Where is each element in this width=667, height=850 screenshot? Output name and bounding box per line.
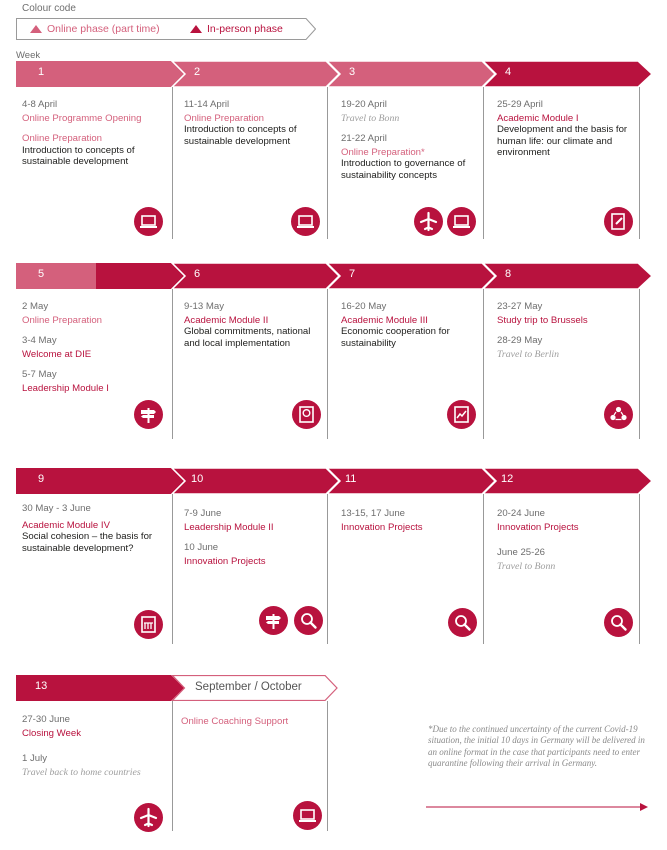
date: 7-9 June <box>184 508 222 519</box>
date: 30 May - 3 June <box>22 503 91 514</box>
week12-cell <box>497 508 637 572</box>
row2-banner <box>16 263 652 289</box>
sept-oct-label: September / October <box>195 681 302 693</box>
date: 16-20 May <box>341 301 387 312</box>
week-number: 9 <box>38 473 45 485</box>
divider <box>172 87 173 239</box>
week-number: 1 <box>38 66 45 78</box>
week4-cell <box>497 99 637 159</box>
book-globe-icon <box>292 400 321 429</box>
date: 10 June <box>184 542 219 554</box>
book-chart-icon <box>447 400 476 429</box>
divider <box>327 701 328 831</box>
date: 11-14 April <box>184 99 230 110</box>
week7-cell <box>341 301 481 349</box>
week-number: 8 <box>505 268 512 280</box>
divider <box>639 87 640 239</box>
session-title: Academic Module IV <box>22 519 110 531</box>
legend-inperson <box>190 23 283 35</box>
session-desc: Economic cooperation for sustainability <box>341 326 450 349</box>
session-desc: Introduction to concepts of sustainable development <box>184 124 297 147</box>
magnifier-icon <box>604 608 633 637</box>
session-title: Online Preparation <box>22 314 102 326</box>
week-number: 3 <box>349 66 356 78</box>
week-number: 12 <box>501 473 514 485</box>
session-desc: Global commitments, national and local implementation <box>184 326 311 349</box>
week2-cell <box>184 99 324 147</box>
date: 4-8 April <box>22 99 58 110</box>
legend-inperson-label: In-person phase <box>207 23 283 35</box>
week-number: 10 <box>191 473 204 485</box>
session-title: Online Preparation <box>22 133 102 145</box>
divider <box>172 494 173 644</box>
date: 23-27 May <box>497 301 543 312</box>
footnote-rule <box>426 803 648 811</box>
date: 9-13 May <box>184 301 224 312</box>
session-title: Innovation Projects <box>341 521 423 533</box>
session-title: Academic Module I <box>497 112 579 124</box>
legend-online <box>30 23 160 35</box>
book-pen-icon <box>604 207 633 236</box>
divider <box>327 87 328 239</box>
date: 27-30 June <box>22 714 71 725</box>
date: 13-15, 17 June <box>341 508 406 519</box>
laptop-icon <box>291 207 320 236</box>
week10-cell <box>184 508 324 567</box>
divider <box>483 87 484 239</box>
session-title: Leadership Module II <box>184 521 274 533</box>
week3-cell <box>341 99 481 182</box>
divider <box>483 289 484 439</box>
session-desc: Introduction to governance of sustainability concepts <box>341 158 466 181</box>
date: 21-22 April <box>341 133 387 145</box>
signpost-icon <box>134 400 163 429</box>
row3-banner <box>16 468 652 494</box>
week-number: 6 <box>194 268 201 280</box>
week13-cell <box>22 714 167 778</box>
session-desc: Introduction to concepts of sustainable development <box>22 144 135 168</box>
people-network-icon <box>604 400 633 429</box>
online-triangle-icon <box>30 25 42 33</box>
week11-cell <box>341 508 481 533</box>
date: 19-20 April <box>341 99 387 110</box>
session-title: Welcome at DIE <box>22 348 92 360</box>
session-desc: Development and the basis for human life: our climate and environment <box>497 124 628 159</box>
sept-oct-cell <box>181 716 321 728</box>
week-number: 2 <box>194 66 201 78</box>
session-title: Academic Module III <box>341 314 428 326</box>
travel-note: Travel back to home countries <box>22 766 141 778</box>
book-icon <box>134 610 163 639</box>
week-number: 11 <box>345 473 357 485</box>
magnifier-icon <box>448 608 477 637</box>
airplane-icon <box>414 207 443 236</box>
date: 28-29 May <box>497 335 543 347</box>
travel-note: Travel to Bonn <box>497 560 556 572</box>
row1-banner <box>16 61 652 87</box>
session-desc: Social cohesion – the basis for sustainable development? <box>22 531 153 554</box>
date: 2 May <box>22 301 49 312</box>
week-number: 4 <box>505 66 512 78</box>
session-title: Online Preparation <box>184 112 264 124</box>
divider <box>327 289 328 439</box>
week9-cell <box>22 503 167 554</box>
week-number: 7 <box>349 268 356 280</box>
session-title: Innovation Projects <box>497 521 579 533</box>
date: June 25-26 <box>497 547 546 559</box>
footnote: *Due to the continued uncertainty of the current Covid-19 situation, the initial 10 days in Germany will be delivered in an online format in the case that participants need to enter quarantine following their arrival in Germany. <box>428 724 645 769</box>
laptop-icon <box>447 207 476 236</box>
inperson-triangle-icon <box>190 25 202 33</box>
session-title: Innovation Projects <box>184 555 266 567</box>
week6-cell <box>184 301 324 349</box>
session-title: Leadership Module I <box>22 382 109 394</box>
date: 25-29 April <box>497 99 543 110</box>
airplane-icon <box>134 803 163 832</box>
week-number: 5 <box>38 268 45 280</box>
week-label: Week <box>16 50 41 61</box>
travel-note: Travel to Berlin <box>497 348 560 360</box>
date: 20-24 June <box>497 508 546 519</box>
signpost-icon <box>259 606 288 635</box>
legend-title: Colour code <box>22 3 76 14</box>
divider <box>483 494 484 644</box>
travel-note: Travel to Bonn <box>341 112 400 124</box>
divider <box>327 494 328 644</box>
session-title: Academic Module II <box>184 314 269 326</box>
legend-online-label: Online phase (part time) <box>47 23 160 35</box>
date: 5-7 May <box>22 369 57 381</box>
session-title: Study trip to Brussels <box>497 314 588 326</box>
date: 1 July <box>22 753 48 765</box>
session-title: Closing Week <box>22 727 82 739</box>
magnifier-icon <box>294 606 323 635</box>
divider <box>639 289 640 439</box>
divider <box>172 701 173 831</box>
week8-cell <box>497 301 637 360</box>
date: 3-4 May <box>22 335 57 347</box>
laptop-icon <box>134 207 163 236</box>
divider <box>172 289 173 439</box>
week-number: 13 <box>35 680 48 692</box>
week1-cell <box>22 99 167 168</box>
session-title: Online Programme Opening <box>22 112 142 124</box>
session-title: Online Preparation* <box>341 146 425 158</box>
laptop-icon <box>293 801 322 830</box>
week5-cell <box>22 301 167 395</box>
divider <box>639 494 640 644</box>
session-title: Online Coaching Support <box>181 716 289 727</box>
